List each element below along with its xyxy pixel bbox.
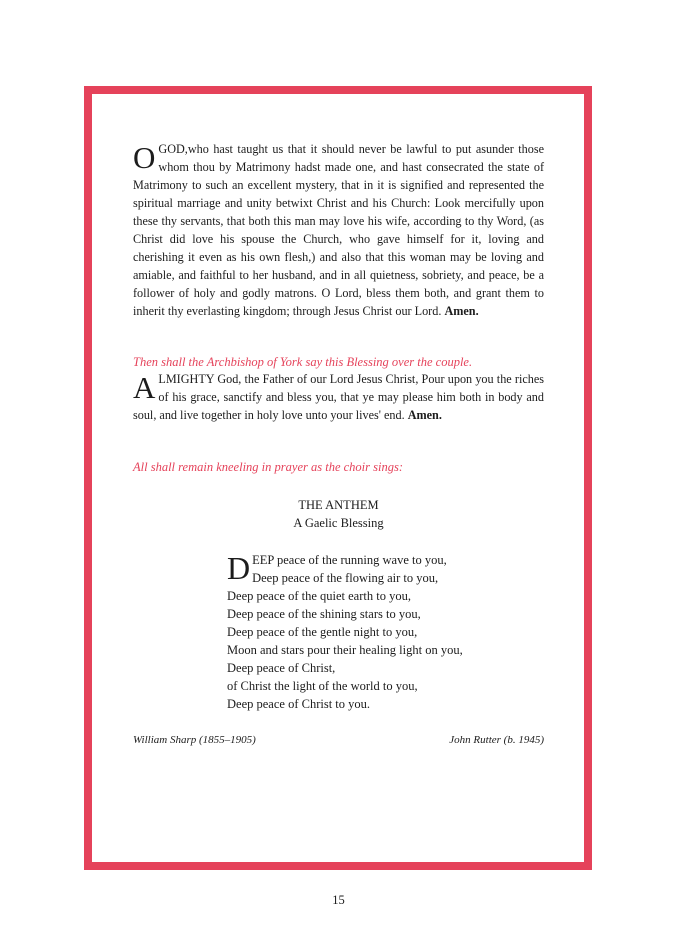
rubric-blessing: Then shall the Archbishop of York say this Blessing over the couple. (133, 355, 473, 369)
page-border (84, 86, 592, 870)
poem-line: EEP peace of the running wave to you, (252, 553, 447, 567)
poem-line: Deep peace of the gentle night to you, (227, 625, 418, 639)
anthem-heading: THE ANTHEM (298, 498, 379, 512)
poem-line: Deep peace of the flowing air to you, (252, 571, 439, 585)
prayer-paragraph (133, 140, 544, 320)
rubric-anthem: All shall remain kneeling in prayer as the choir sings: (133, 460, 403, 474)
prayer-dropcap: O (133, 140, 156, 175)
poem-line: Deep peace of Christ to you. (227, 697, 371, 711)
composer-credit: John Rutter (b. 1945) (449, 734, 544, 746)
anthem-poem (227, 551, 544, 713)
prayer-text: GOD,who hast taught us that it should never be lawful to put asunder those whom thou by Matrimony hadst made one, and hast consecrated the state of Matrimony to such an excellent mystery, that in it is signified and represented the spiritual marriage and unity betwixt Christ and his Church: Look mercifully upon these thy servants, that both this man may love his wife, according to thy Word, (as Christ did love his spouse the Church, who gave himself for it, loving and cherishing it even as his own flesh,) and also that this woman may be loving and amiable, and faithful to her husband, and in all quietness, sobriety, and peace, be a follower of holy and godly matrons. O Lord, bless them both, and grant them to inherit thy everlasting kingdom; through Jesus Christ our Lord. (133, 142, 544, 318)
poem-line: Deep peace of the quiet earth to you, (227, 589, 411, 603)
poem-dropcap: D (227, 550, 251, 586)
prayer-amen: Amen. (444, 304, 479, 318)
blessing-paragraph (133, 370, 544, 424)
poem-line: Deep peace of Christ, (227, 661, 336, 675)
blessing-text: LMIGHTY God, the Father of our Lord Jesus Christ, Pour upon you the riches of his grace, sanctify and bless you, that ye may please him both in body and soul, and live together in holy love unto your lives' end. (133, 372, 544, 422)
page-content (133, 128, 544, 747)
poem-line: Deep peace of the shining stars to you, (227, 607, 421, 621)
author-credit: William Sharp (1855–1905) (133, 734, 256, 746)
blessing-dropcap: A (133, 370, 156, 405)
poem-line: of Christ the light of the world to you, (227, 679, 418, 693)
poem-line: Moon and stars pour their healing light on you, (227, 643, 463, 657)
anthem-subtitle: A Gaelic Blessing (293, 516, 384, 530)
credits (133, 733, 544, 747)
blessing-amen: Amen. (407, 408, 442, 422)
page-number: 15 (332, 893, 345, 907)
anthem-title-block (133, 496, 544, 532)
